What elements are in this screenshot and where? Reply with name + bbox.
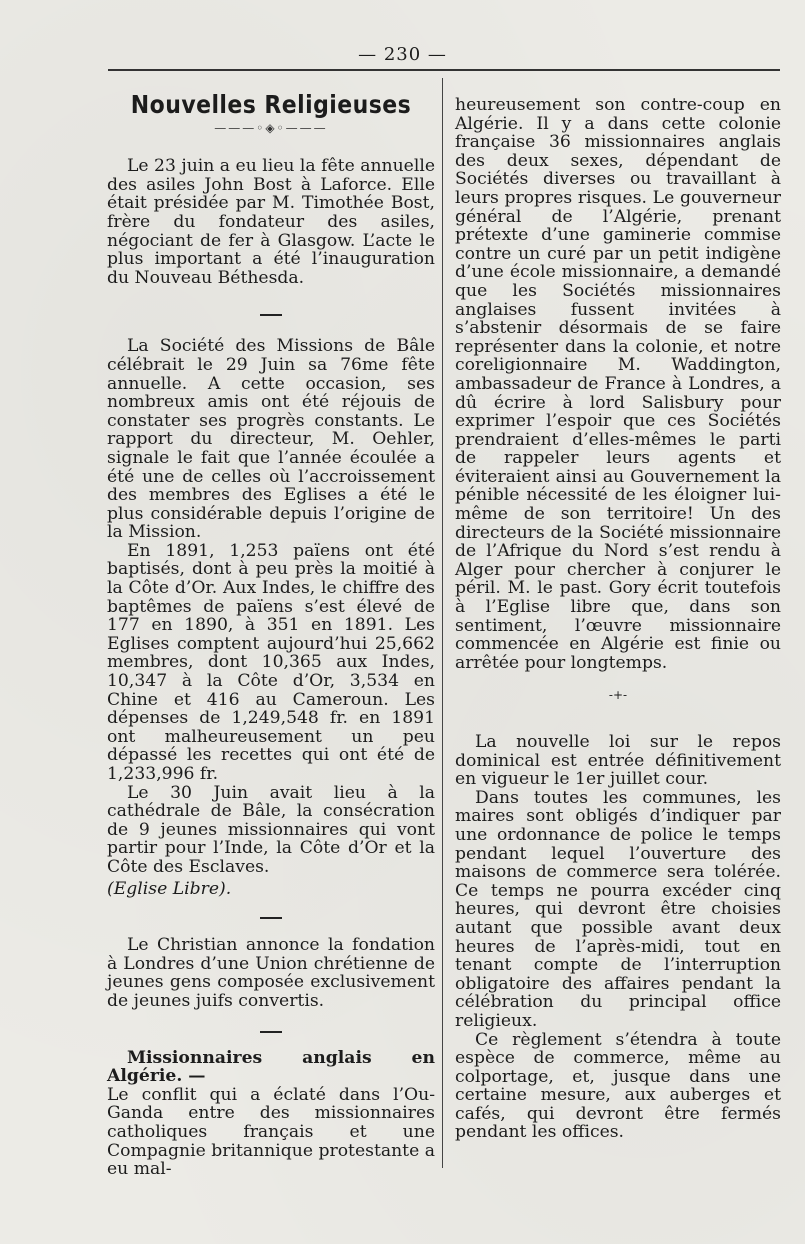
paragraph-algerie-continued: heureusement son contre-coup en Algérie. Il y a dans cette colonie française 36 missionnaires anglais des deux sexes, dépendant de Sociétés diverses ou travaillant à leurs propres risques. Le gouverneur général de l’Algérie, prenant prétexte d’une gaminerie commise contre un curé par un petit indigène d’une école missionnaire, a demandé que les Sociétés missionnaires anglaises fussent invitées à s’abstenir désormais de se faire représenter dans la colonie, et notre coreligionnaire M. Waddington, ambassadeur de France à Londres, a dû écrire à lord Salisbury pour exprimer l’espoir que ces Sociétés prendraient d’elles-mêmes le parti de rappeler leurs agents et éviteraient ainsi au Gouvernement la pénible nécessité de les éloigner lui-même de son territoire! Un des directeurs de la Société missionnaire de l’Afrique du Nord s’est rendu à Alger pour chercher à conjurer le péril. M. le past. Gory écrit toutefois à l’Eglise libre que, dans son sentiment, l’œuvre missionnaire commencée en Algérie est finie ou arrêtée pour longtemps.: [455, 95, 781, 673]
subheading-missionnaires-anglais: Missionnaires anglais en Algérie. —: [107, 1047, 435, 1087]
right-column: [455, 96, 781, 1142]
left-column: [107, 92, 435, 1179]
column-divider: [442, 78, 443, 1168]
header-rule: [108, 69, 780, 71]
paragraph-communes: Dans toutes les communes, les maires sont obligés d’indiquer par une ordonnance de police le temps pendant lequel l’ouverture des maisons de commerce sera tolérée. Ce temps ne pourra excéder cinq heures, qui devront être choisies autant que possible avant deux heures de l’après-midi, tout en tenant compte de l’interruption obligatoire des affaires pendant la célébration du principal office religieux.: [455, 787, 781, 1031]
section-title: Nouvelles Religieuses: [130, 90, 412, 119]
separator-dash: [107, 305, 435, 323]
separator-dash: [107, 908, 435, 926]
paragraph-consecration: Le 30 Juin avait lieu à la cathédrale de Bâle, la consécration de 9 jeunes missionnaires qui vont partir pour l’Inde, la Côte d’Or et la Côte des Esclaves.: [107, 782, 435, 877]
paragraph-reglement: Ce règlement s’étendra à toute espèce de commerce, même au colportage, et, jusque dans une certaine mesure, aux auberges et cafés, qui devront être fermés pendant les offices.: [455, 1029, 781, 1143]
separator-dash: [107, 1023, 435, 1041]
paragraph-conflit-ouganda: Le conflit qui a éclaté dans l’Ou-Ganda entre des missionnaires catholiques français et une Compagnie britannique protestante a eu mal-: [107, 1084, 435, 1180]
source-eglise-libre: (Eglise Libre).: [107, 878, 232, 899]
title-ornament: ———◦◈◦———: [214, 120, 328, 135]
page-number: — 230 —: [358, 44, 447, 65]
separator-mark: -+-: [608, 688, 628, 703]
paragraph-baptemes: En 1891, 1,253 païens ont été baptisés, dont à peu près la moitié à la Côte d’Or. Aux Indes, le chiffre des baptêmes de païens s’est élevé de 177 en 1890, à 351 en 1891. Les Eglises comptent aujourd’hui 25,662 membres, dont 10,365 aux Indes, 10,347 à la Côte d’Or, 3,534 en Chine et 416 au Cameroun. Les dépenses de 1,249,548 fr. en 1891 ont malheureusement un peu dépassé les recettes qui ont été de 1,233,996 fr.: [107, 540, 435, 784]
paragraph-missions-bale: La Société des Missions de Bâle célébrait le 29 Juin sa 76me fête annuelle. A cette occasion, ses nombreux amis ont été réjouis de constater ses progrès constants. Le rapport du directeur, M. Oehler, signale le fait que l’année écoulée a été une de celles où l’accroissement des membres des Eglises a été le plus considérable depuis l’origine de la Mission.: [107, 336, 435, 543]
paragraph-asiles-bost: Le 23 juin a eu lieu la fête annuelle des asiles John Bost à Laforce. Elle était présidée par M. Timothée Bost, frère du fondateur des asiles, négociant de fer à Glasgow. L’acte le plus important a été l’inauguration du Nouveau Béthesda.: [107, 156, 435, 288]
paragraph-algerie-head: [107, 1049, 435, 1086]
paragraph-union-chretienne: Le Christian annonce la fondation à Londres d’une Union chrétienne de jeunes gens composée exclusivement de jeunes juifs convertis.: [107, 935, 435, 1011]
paragraph-repos-dominical: La nouvelle loi sur le repos dominical est entrée définitivement en vigueur le 1er juillet cour.: [455, 732, 781, 790]
